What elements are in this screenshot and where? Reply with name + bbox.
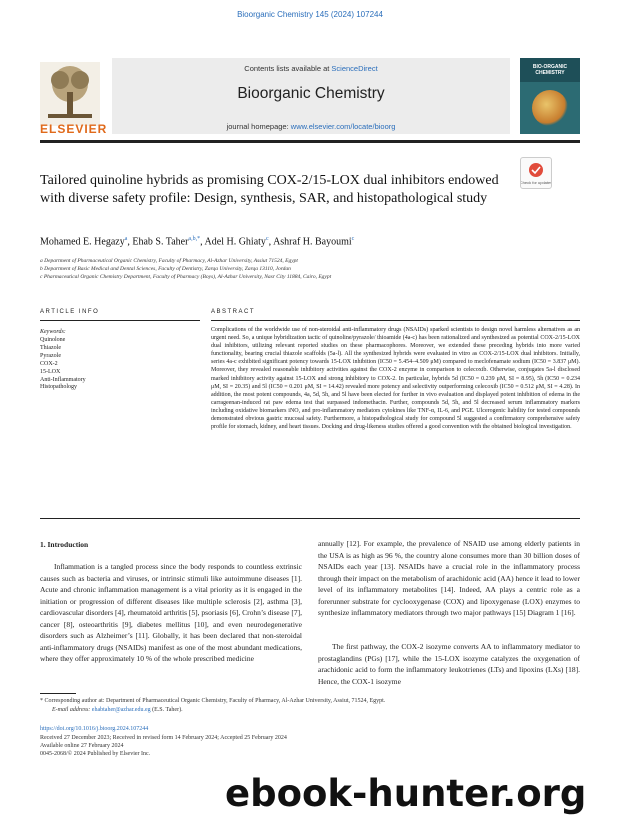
affiliation-b: b Department of Basic Medical and Dental Sciences, Faculty of Dentistry, Zarqa University, Zarqa 13110, Jordan [40, 266, 291, 272]
author-affiliation-marker[interactable]: c [351, 236, 355, 242]
copyright-line: 0045-2068/© 2024 Published by Elsevier Inc. [40, 751, 151, 757]
check-for-updates-badge[interactable] [520, 157, 552, 189]
elsevier-wordmark: ELSEVIER [40, 122, 108, 136]
keyword-item: Histopathology [40, 384, 77, 391]
check-updates-label: Check for updates [521, 180, 551, 185]
abstract-heading: ABSTRACT [211, 309, 256, 315]
author-name[interactable]: Adel H. Ghiaty [204, 236, 266, 248]
homepage-line [112, 122, 510, 131]
article-info-heading: ARTICLE INFO [40, 309, 100, 315]
email-label: E-mail address: [52, 707, 92, 713]
journal-cover-image [520, 58, 580, 134]
doi-link[interactable]: https://doi.org/10.1016/j.bioorg.2024.107244 [40, 726, 149, 732]
journal-reference[interactable]: Bioorganic Chemistry 145 (2024) 107244 [237, 10, 383, 19]
keyword-item: COX-2 [40, 360, 58, 367]
cover-molecule [532, 90, 568, 126]
author-name[interactable]: Ehab S. Taher [132, 236, 189, 248]
section-heading-introduction: 1. Introduction [40, 540, 89, 549]
email-suffix: (E.S. Taher). [150, 707, 183, 713]
email-line [52, 707, 592, 713]
abstract-divider [211, 320, 580, 321]
intro-paragraph-left: Inflammation is a tangled process since the body responds to countless extrinsic causes such as bacteria and viruses, or intrinsic stimuli like autoimmune diseases [1]. Acute and chronic inflammation management is a vital priority as it is engaged in the initiation or progression of different diseases like multiple sclerosis [2], asthma [3], cardiovascular disorders [4], rheumatoid arthritis [5], psoriasis [6], Crohn’s disease [7], cancer [8], osteoarthritis [9], diabetes mellitus [10], and even neurodegenerative disorders such as Alzheimer’s [11]. Globally, it has been declared that non-steroidal anti-inflammatory drugs (NSAIDs) manifest as one of the most abundant medications, where they offer approximately 10 % of the whole prescribed medicine [40, 562, 302, 663]
keywords-label: Keywords: [40, 329, 66, 335]
author-name[interactable]: Ashraf H. Bayoumi [273, 236, 352, 248]
corresponding-author-note: * Corresponding author at: Department of Pharmaceutical Organic Chemistry, Faculty of Pharmacy, Al-Azhar University, Assiut, 71524, Egypt. [40, 698, 386, 704]
keywords-list [40, 337, 86, 392]
homepage-prefix: journal homepage: [226, 122, 291, 131]
affiliation-a: a Department of Pharmaceutical Organic Chemistry, Faculty of Pharmacy, Al-Azhar University, Assiut 71524, Egypt [40, 258, 298, 264]
keyword-item: 15-LOX [40, 368, 61, 375]
watermark-text: ebook-hunter.org [225, 772, 587, 815]
article-title: Tailored quinoline hybrids as promising COX-2/15-LOX dual inhibitors endowed with diverse safety profile: Design, synthesis, SAR, and histopathological study [40, 173, 499, 206]
author-affiliation-marker[interactable]: c [265, 236, 269, 242]
affiliation-c: c Pharmaceutical Organic Chemistry Department, Faculty of Pharmacy (Boys), Al-Azhar University, Nasr City 11884, Cairo, Egypt [40, 274, 332, 280]
check-updates-icon [521, 158, 551, 188]
keyword-item: Pyrazole [40, 352, 61, 359]
contents-line [112, 64, 510, 73]
cover-title: BIO-ORGANIC CHEMISTRY [532, 64, 568, 76]
homepage-link[interactable]: www.elsevier.com/locate/bioorg [290, 122, 396, 131]
intro-paragraph-right-2: The first pathway, the COX-2 isozyme converts AA to inflammatory mediator to prostaglandins (PGs) [17], while the 15-LOX isozyme catalyzes the oxygenation of arachidonic acid to form the inflammatory leukotrienes (LTs) and lipoxins (LXs) [18]. Hence, the COX-1 isozyme [318, 642, 580, 686]
author-affiliation-marker[interactable]: a,b,* [188, 236, 201, 242]
author-affiliation-marker[interactable]: a [124, 236, 128, 242]
keyword-item: Anti-Inflammatory [40, 376, 86, 383]
keyword-item: Quinolone [40, 337, 66, 343]
intro-paragraph-right: annually [12]. For example, the prevalence of NSAID use among elderly patients in the USA is as high as 96 %, the country alone consumes more than 30 billion doses of NSAIDs each year [13]. NSAIDs have a crucial role in the inflammatory process through their impact on the metabolism of arachidonic acid (AA) hence it lead to lower level of its inflammatory metabolites [14]. Indeed, AA plays a centric role as a forerunner substrate for cyclooxygenase (COX) and lipoxygenase (LOX) enzymes to synthesize inflammatory mediators through two major pathways [15] Diagram 1 [16]. [318, 539, 580, 617]
footnote-divider [40, 693, 76, 694]
header-divider [40, 140, 580, 143]
elsevier-tree-logo [40, 58, 100, 130]
contents-prefix: Contents lists available at [244, 64, 332, 73]
email-link[interactable]: ehabtaher@azhar.edu.eg [91, 707, 151, 713]
keyword-item: Thiazole [40, 344, 61, 351]
abstract-end-divider [40, 518, 580, 519]
author-list: Mohamed E. Hegazy$^a$, Ehab S. Taher$^{a,b,*}$, Adel H. Ghiaty$^c$, Ashraf H. Bayoumi$^c$ [40, 236, 355, 248]
author-name[interactable]: Mohamed E. Hegazy [40, 236, 125, 248]
abstract-text: Complications of the worldwide use of non-steroidal anti-inflammatory drugs (NSAIDs) sparked scientists to design novel harmless alternatives as an urgent need. So, a unique hybridization tactic of quinoline/pyrazole/ thioamide (4a-c) has been rationalized and synthesized as potential COX-2/15-LOX dual inhibitors, utilizing relevant reported studies on these pharmacophores. Moreover, we extended these preceding hybrids into more varied functionality, bearing crucial thiazole scaffolds (5a-l). All the synthesized hybrids were evaluated in vitro as COX-2/15-LOX dual inhibitors. Initially, series 4a-c exhibited significant potency towards 15-LOX inhibition (IC50 = 5.454–4.509 μM) compared to meclofenamate sodium (IC50 = 3.837 μM). Moreover, they revealed reasonable inhibitory activities against the COX-2 enzyme in comparison to celecoxib. Otherwise, conjugates 5a-l disclosed marked inhibitory activity against 15-LOX and strong inhibitory to COX-2. In particular, hybrids 5d (IC50 = 0.239 μM, SI = 8.95), 5h (IC50 = 0.234 μM, SI = 20.35) and 5l (IC50 = 0.201 μM, SI = 14.42) revealed more potency and selectivity outperforming celecoxib (IC50 = 0.512 μM, SI = 4.28). In addition, the most potent compounds, 4a, 5d, 5h, and 5l have been elected for further in vivo evaluation and displayed potent inhibition of edema in the carrageenan-induced rat paw edema test that surpassed indomethacin. Further, compounds 5d, 5h, and 5l decreased serum inflammatory markers including oxidative biomarkers iNO, and pro-inflammatory mediators cytokines like TNF-α, IL-6, and PGE. Ulcerogenic liability for tested compounds demonstrated obvious gastric mucosal safety. Furthermore, a histopathological study for compound 5l suggested a confirmatory comprehensive safety profile for stomach, kidney, and heart tissues. Docking and drug-likeness studies offered a good convention with the obtained biological investigation. [211, 327, 580, 431]
journal-title: Bioorganic Chemistry [237, 85, 385, 102]
article-info-divider [40, 320, 200, 321]
received-dates: Received 27 December 2023; Received in revised form 14 February 2024; Accepted 25 February 2024 [40, 735, 287, 741]
sciencedirect-link[interactable]: ScienceDirect [331, 64, 378, 73]
available-online: Available online 27 February 2024 [40, 743, 124, 749]
doi-line [40, 726, 580, 732]
